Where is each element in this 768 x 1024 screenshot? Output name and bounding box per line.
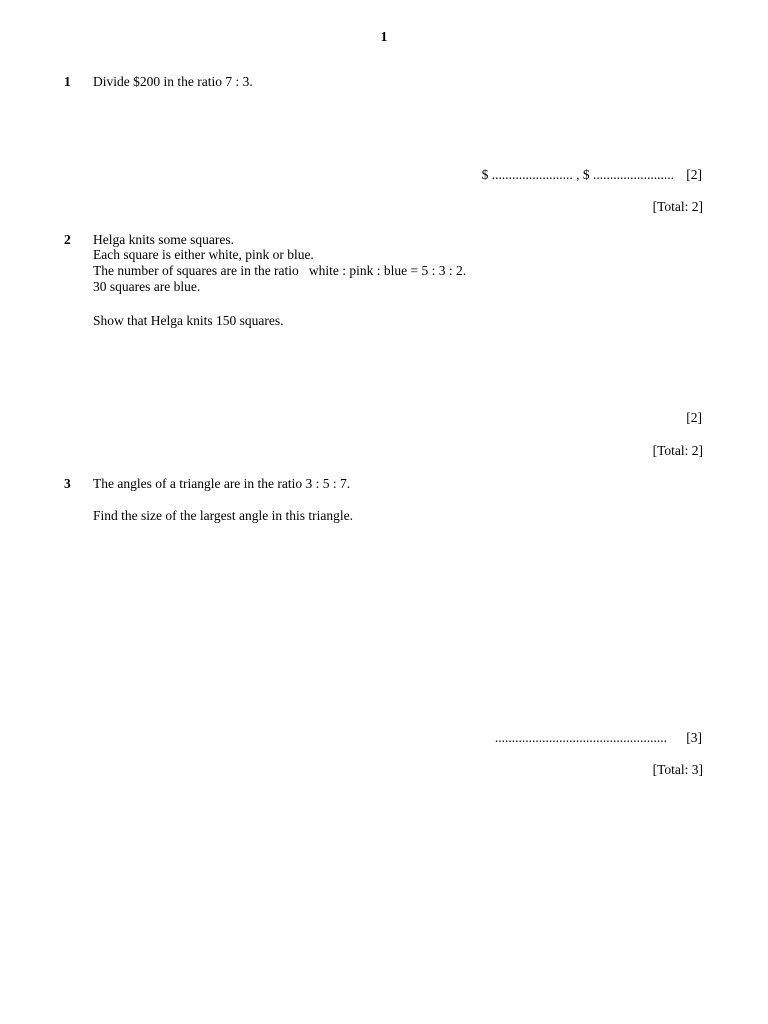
question-instruction: Find the size of the largest angle in this triangle. — [93, 508, 353, 523]
question-instruction: Show that Helga knits 150 squares. — [93, 313, 284, 328]
question-text: The angles of a triangle are in the ratio 3 : 5 : 7. — [93, 476, 351, 491]
question-text-line: The number of squares are in the ratio white : pink : blue = 5 : 3 : 2. — [93, 263, 467, 278]
answer-line[interactable]: ................................................... — [494, 730, 667, 745]
total-label: [Total: 2] — [652, 199, 703, 214]
marks-label: [2] — [686, 410, 702, 425]
total-label: [Total: 3] — [652, 762, 703, 777]
question-text-line: 30 squares are blue. — [93, 279, 201, 294]
total-label: [Total: 2] — [652, 443, 703, 458]
question-text-line: Each square is either white, pink or blue. — [93, 247, 314, 262]
question-number: 2 — [64, 232, 71, 247]
marks-label: [2] — [686, 167, 702, 182]
marks-label: [3] — [686, 730, 702, 745]
question-number: 1 — [64, 74, 71, 89]
question-text-line: Helga knits some squares. — [93, 232, 234, 247]
question-text: Divide $200 in the ratio 7 : 3. — [93, 74, 253, 89]
page-number: 1 — [380, 29, 388, 44]
answer-line[interactable]: $ ........................ , $ ........................ — [481, 167, 674, 182]
question-number: 3 — [64, 476, 71, 491]
